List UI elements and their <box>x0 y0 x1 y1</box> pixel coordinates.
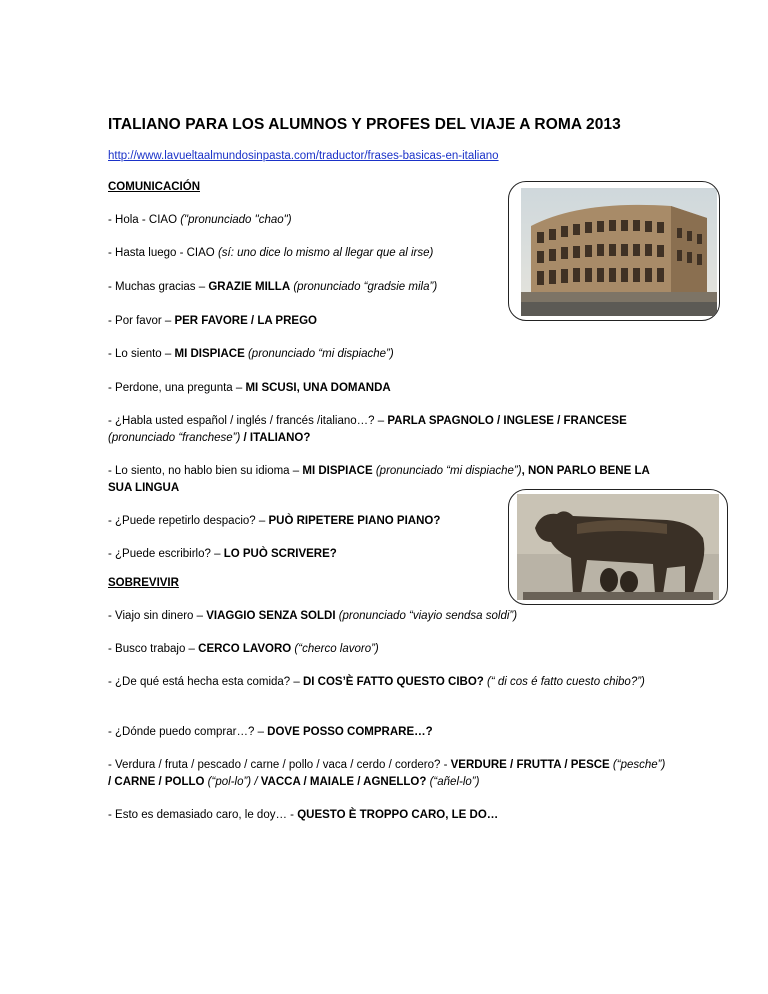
italian-text: / CARNE / POLLO <box>108 776 205 788</box>
phrase-text: - ¿Habla usted español / inglés / francés /italiano…? – <box>108 415 388 427</box>
italian-text: PUÒ RIPETERE PIANO PIANO? <box>268 515 441 527</box>
phrase-text: - Busco trabajo – <box>108 643 199 655</box>
italian-text: LO PUÒ SCRIVERE? <box>223 548 337 560</box>
pronunciation-text: (pronunciado “franchese”) <box>108 432 244 444</box>
section-heading-comunicacion: COMUNICACIÓN <box>108 181 200 193</box>
phrase-text: - Perdone, una pregunta – <box>108 382 246 394</box>
phrase-text: - Hola - CIAO <box>108 214 181 226</box>
pronunciation-text: (“añel-lo”) <box>426 776 480 788</box>
phrase-text: - Lo siento – <box>108 348 175 360</box>
phrase-line <box>108 674 668 691</box>
italian-text: PARLA SPAGNOLO / INGLESE / FRANCESE <box>387 415 627 427</box>
italian-text: MI DISPIACE <box>174 348 245 360</box>
pronunciation-text: (pronunciado “mi dispiache”) <box>372 465 522 477</box>
colosseum-image-frame <box>508 181 720 321</box>
colosseum-image <box>521 188 717 316</box>
italian-text: VERDURE / FRUTTA / PESCE <box>450 759 610 771</box>
phrase-text: - Verdura / fruta / pescado / carne / pollo / vaca / cerdo / cordero? - <box>108 759 451 771</box>
pronunciation-text: ("pronunciado "chao") <box>180 214 292 226</box>
phrase-text: - Lo siento, no hablo bien su idioma – <box>108 465 303 477</box>
phrase-text: - ¿Puede repetirlo despacio? – <box>108 515 269 527</box>
italian-text: DI COS’È FATTO QUESTO CIBO? <box>302 676 484 688</box>
phrase-text: - Muchas gracias – <box>108 281 209 293</box>
phrase-line <box>108 608 668 625</box>
phrase-line <box>108 724 668 741</box>
italian-text: PER FAVORE / LA PREGO <box>174 315 317 327</box>
wolf-statue-image-frame <box>508 489 728 605</box>
pronunciation-text: (pronunciado “viayio sendsa soldi”) <box>335 610 518 622</box>
pronunciation-text: (“pesche”) <box>609 759 666 771</box>
phrase-text: - Viajo sin dinero – <box>108 610 207 622</box>
phrase-text: - Esto es demasiado caro, le doy… - <box>108 809 298 821</box>
phrase-line <box>108 380 668 397</box>
phrase-text: - Hasta luego - CIAO <box>108 247 218 259</box>
italian-text: , NON PARLO BENE LA SUA LINGUA <box>108 465 650 494</box>
italian-text: DOVE POSSO COMPRARE…? <box>267 726 433 738</box>
phrase-line <box>108 413 668 447</box>
phrase-line <box>108 807 668 824</box>
phrase-text: - Por favor – <box>108 315 175 327</box>
phrase-line <box>108 346 668 363</box>
note-text: (sí: uno dice lo mismo al llegar que al irse) <box>217 247 434 259</box>
italian-text: VACCA / MAIALE / AGNELLO? <box>260 776 427 788</box>
phrase-text: - ¿Puede escribirlo? – <box>108 548 224 560</box>
phrase-text: - ¿De qué está hecha esta comida? – <box>108 676 303 688</box>
pronunciation-text: (pronunciado “mi dispiache”) <box>244 348 394 360</box>
page-title: ITALIANO PARA LOS ALUMNOS Y PROFES DEL VIAJE A ROMA 2013 <box>108 116 621 133</box>
italian-text: / ITALIANO? <box>243 432 311 444</box>
section-heading-sobrevivir: SOBREVIVIR <box>108 577 179 589</box>
italian-text: CERCO LAVORO <box>198 643 292 655</box>
pronunciation-text: (pronunciado “gradsie mila”) <box>290 281 438 293</box>
italian-text: MI SCUSI, UNA DOMANDA <box>245 382 391 394</box>
italian-text: QUESTO È TROPPO CARO, LE DO… <box>297 809 499 821</box>
source-link[interactable]: http://www.lavueltaalmundosinpasta.com/traductor/frases-basicas-en-italiano <box>108 150 499 162</box>
pronunciation-text: (“ di cos é fatto cuesto chibo?”) <box>483 676 645 688</box>
phrase-line <box>108 641 668 658</box>
pronunciation-text: (“pol-lo”) / <box>204 776 261 788</box>
pronunciation-text: (“cherco lavoro”) <box>291 643 379 655</box>
italian-text: VIAGGIO SENZA SOLDI <box>206 610 336 622</box>
wolf-statue-image <box>517 494 719 600</box>
phrase-text: - ¿Dónde puedo comprar…? – <box>108 726 268 738</box>
italian-text: MI DISPIACE <box>302 465 373 477</box>
italian-text: GRAZIE MILLA <box>208 281 291 293</box>
phrase-line <box>108 757 668 791</box>
